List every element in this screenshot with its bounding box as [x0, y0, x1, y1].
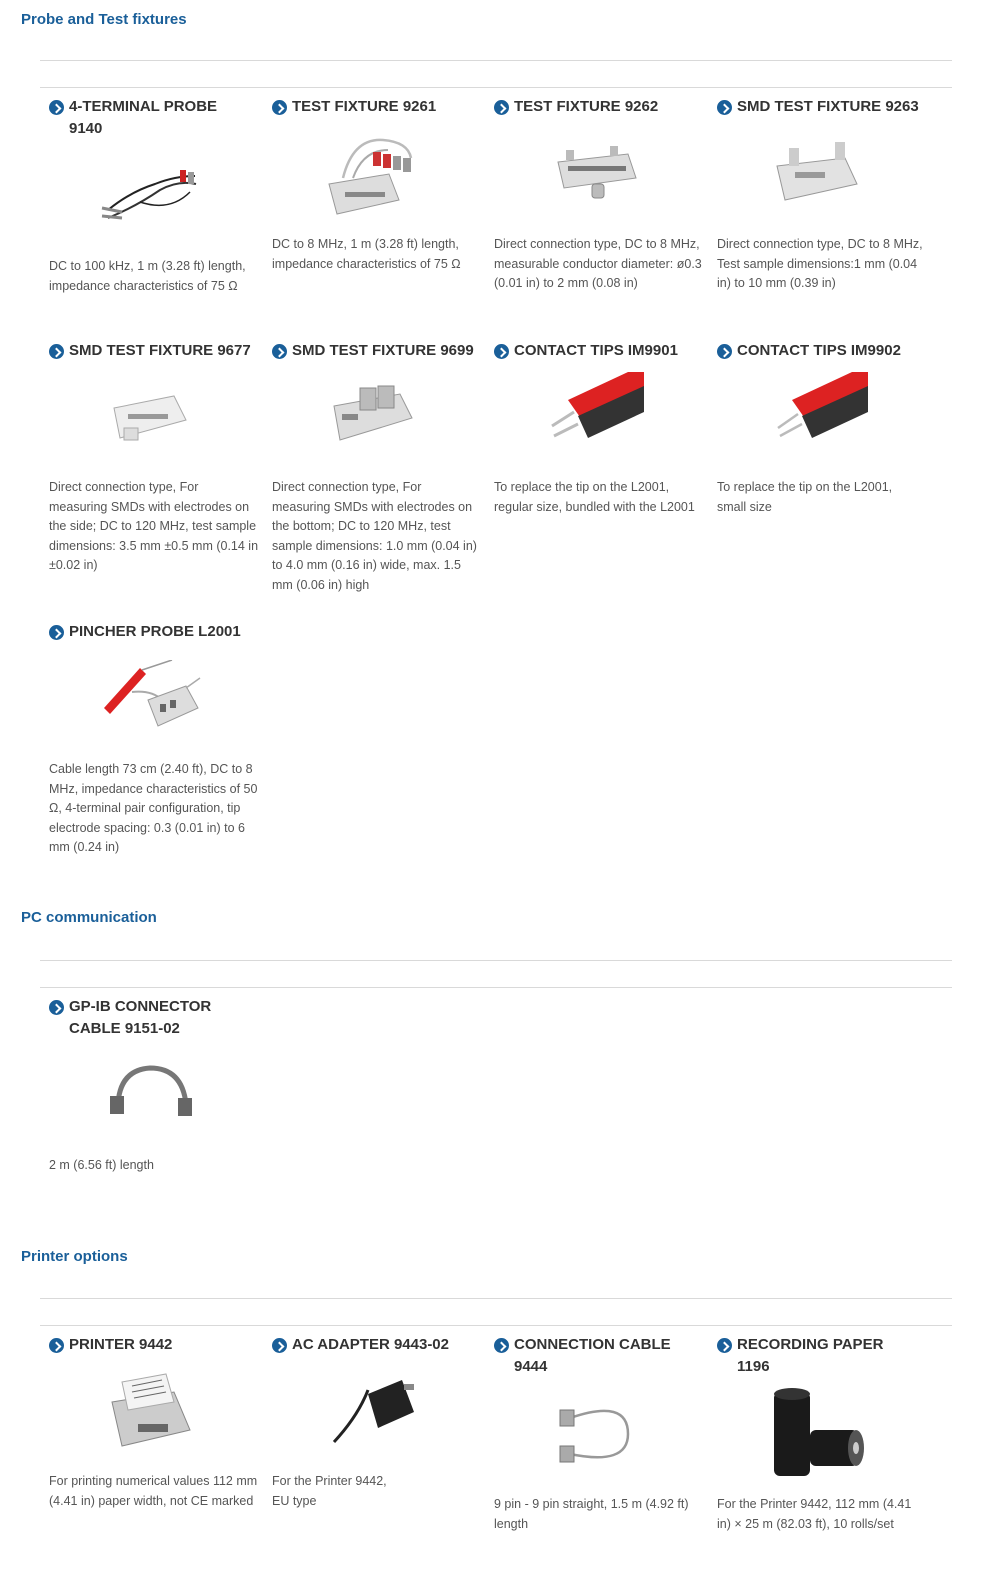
connection-cable-9444-image[interactable]	[558, 1398, 634, 1468]
product-link-9677[interactable]	[49, 340, 259, 362]
product-desc: Direct connection type, DC to 8 MHz, Test sample dimensions:1 mm (0.04 in) to 10 mm (0.39 in)	[717, 237, 923, 290]
product-desc: DC to 8 MHz, 1 m (3.28 ft) length, impedance characteristics of 75 Ω	[272, 237, 461, 271]
section-title-probes: Probe and Test fixtures	[21, 11, 187, 28]
product-link-1196[interactable]	[717, 1334, 927, 1378]
fixture-9261-image[interactable]	[323, 128, 418, 220]
product-name: SMD TEST FIXTURE 9263	[737, 98, 919, 115]
divider	[40, 960, 952, 961]
product-card-9677	[49, 340, 259, 362]
printer-9442-image[interactable]	[108, 1372, 194, 1450]
product-link-im9901[interactable]	[494, 340, 704, 362]
ac-adapter-image[interactable]	[328, 1376, 418, 1446]
pincher-probe-l2001-image[interactable]	[102, 660, 202, 732]
product-card-1196	[717, 1334, 927, 1378]
contact-tips-im9902-image[interactable]	[772, 372, 868, 446]
product-link-9140[interactable]	[49, 96, 259, 140]
product-name: CONTACT TIPS IM9901	[514, 342, 678, 359]
product-link-9261[interactable]	[272, 96, 482, 118]
chevron-right-icon	[272, 100, 287, 115]
recording-paper-image[interactable]	[770, 1386, 866, 1478]
product-card-im9902	[717, 340, 927, 362]
divider	[40, 1298, 952, 1299]
product-desc: 9 pin - 9 pin straight, 1.5 m (4.92 ft) length	[494, 1497, 689, 1531]
product-desc: Direct connection type, For measuring SMDs with electrodes on the bottom; DC to 120 MHz, test sample dimensions: 1.0 mm (0.04 in) to 4.0 mm (0.16 in) wide, max. 1.5 mm (0.06 in) high	[272, 480, 477, 592]
product-card-9443-02	[272, 1334, 482, 1356]
chevron-right-icon	[272, 1338, 287, 1353]
gpib-cable-image[interactable]	[108, 1064, 194, 1120]
product-link-9442[interactable]	[49, 1334, 259, 1356]
product-name: CONTACT TIPS IM9902	[737, 342, 901, 359]
product-name: SMD TEST FIXTURE 9677	[69, 342, 251, 359]
section-title-printer: Printer options	[21, 1248, 128, 1265]
product-desc: For printing numerical values 112 mm (4.41 in) paper width, not CE marked	[49, 1474, 258, 1508]
contact-tips-im9901-image[interactable]	[548, 372, 644, 446]
product-card-9699	[272, 340, 482, 362]
product-desc: To replace the tip on the L2001, small size	[717, 480, 893, 514]
product-link-9443-02[interactable]	[272, 1334, 482, 1356]
product-desc: Cable length 73 cm (2.40 ft), DC to 8 MHz, impedance characteristics of 50 Ω, 4-terminal pair configuration, tip electrode spacing: 0.3 (0.01 in) to 6 mm (0.24 in)	[49, 762, 258, 854]
product-name: RECORDING PAPER 1196	[737, 1336, 884, 1375]
chevron-right-icon	[494, 100, 509, 115]
product-desc: Direct connection type, DC to 8 MHz, measurable conductor diameter: ø0.3 (0.01 in) to 2 mm (0.08 in)	[494, 237, 702, 290]
chevron-right-icon	[272, 344, 287, 359]
product-name: CONNECTION CABLE 9444	[514, 1336, 671, 1375]
product-card-9263	[717, 96, 927, 118]
product-name: PRINTER 9442	[69, 1336, 173, 1353]
divider	[40, 987, 952, 988]
fixture-9262-image[interactable]	[556, 146, 638, 202]
product-link-l2001[interactable]	[49, 621, 259, 643]
product-name: SMD TEST FIXTURE 9699	[292, 342, 474, 359]
product-card-9442	[49, 1334, 259, 1356]
product-link-9444[interactable]	[494, 1334, 704, 1378]
product-desc: For the Printer 9442, EU type	[272, 1474, 387, 1508]
product-link-9263[interactable]	[717, 96, 927, 118]
product-desc: Direct connection type, For measuring SMDs with electrodes on the side; DC to 120 MHz, test sample dimensions: 3.5 mm ±0.5 mm (0.14 in ±0.02 in)	[49, 480, 259, 572]
chevron-right-icon	[494, 1338, 509, 1353]
product-name: GP-IB CONNECTOR CABLE 9151-02	[69, 998, 212, 1037]
product-name: PINCHER PROBE L2001	[69, 623, 241, 640]
product-desc: To replace the tip on the L2001, regular size, bundled with the L2001	[494, 480, 695, 514]
product-name: TEST FIXTURE 9261	[292, 98, 437, 115]
product-card-9261	[272, 96, 482, 118]
product-card-9140	[49, 96, 259, 140]
product-link-9699[interactable]	[272, 340, 482, 362]
product-link-9262[interactable]	[494, 96, 704, 118]
divider	[40, 60, 952, 61]
chevron-right-icon	[49, 625, 64, 640]
product-desc: For the Printer 9442, 112 mm (4.41 in) × 25 m (82.03 ft), 10 rolls/set	[717, 1497, 912, 1531]
divider	[40, 1325, 952, 1326]
product-card-9262	[494, 96, 704, 118]
chevron-right-icon	[49, 1000, 64, 1015]
chevron-right-icon	[717, 1338, 732, 1353]
product-link-9151-02[interactable]	[49, 996, 259, 1040]
chevron-right-icon	[717, 344, 732, 359]
fixture-9263-image[interactable]	[775, 140, 860, 206]
product-card-l2001	[49, 621, 259, 643]
product-name: 4-TERMINAL PROBE 9140	[69, 98, 218, 137]
chevron-right-icon	[49, 1338, 64, 1353]
chevron-right-icon	[717, 100, 732, 115]
product-card-9444	[494, 1334, 704, 1378]
chevron-right-icon	[494, 344, 509, 359]
fixture-9677-image[interactable]	[110, 388, 190, 444]
divider	[40, 87, 952, 88]
product-desc: DC to 100 kHz, 1 m (3.28 ft) length, impedance characteristics of 75 Ω	[49, 259, 246, 293]
fixture-9699-image[interactable]	[330, 384, 416, 446]
product-name: AC ADAPTER 9443-02	[292, 1336, 449, 1353]
product-card-im9901	[494, 340, 704, 362]
product-name: TEST FIXTURE 9262	[514, 98, 659, 115]
product-card-9151-02	[49, 996, 259, 1040]
chevron-right-icon	[49, 344, 64, 359]
probe-9140-image[interactable]	[100, 162, 200, 224]
product-link-im9902[interactable]	[717, 340, 927, 362]
chevron-right-icon	[49, 100, 64, 115]
section-title-pc: PC communication	[21, 909, 157, 926]
product-desc: 2 m (6.56 ft) length	[49, 1158, 154, 1172]
